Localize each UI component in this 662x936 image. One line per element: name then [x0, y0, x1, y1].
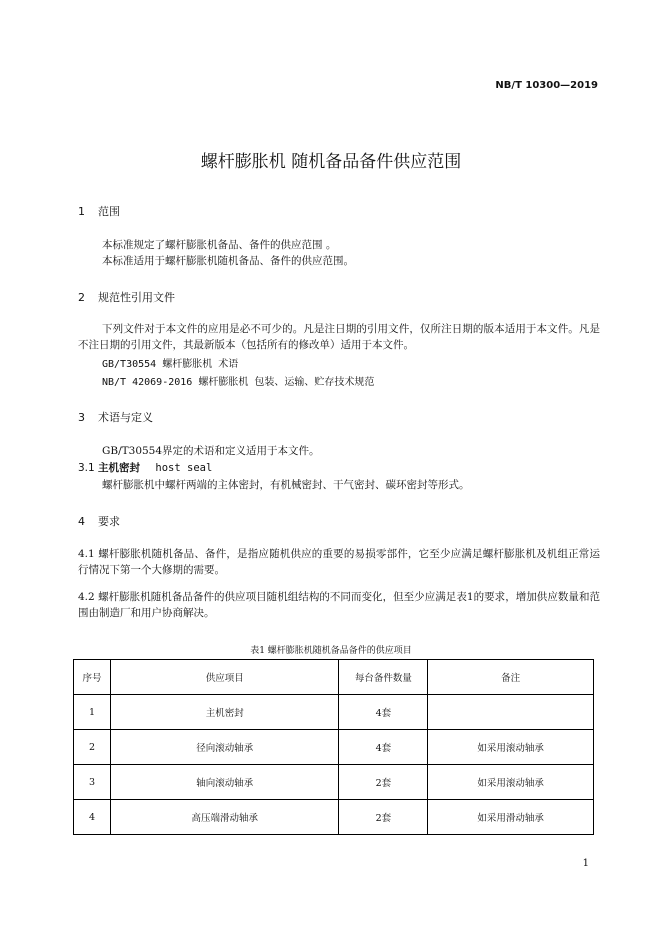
section-number: 3: [78, 411, 85, 424]
term-number: 3.1: [78, 462, 95, 474]
table-cell: 如采用滚动轴承: [428, 765, 594, 800]
header-cell: 每台备件数量: [339, 660, 428, 695]
table-caption: 表1 螺杆膨胀机随机备品备件的供应项目: [250, 646, 412, 656]
table-cell: 主机密封: [110, 695, 339, 730]
section-number: 1: [78, 205, 85, 218]
section-title: 规范性引用文件: [98, 291, 175, 304]
table-cell: [428, 695, 594, 730]
table-cell: 高压端滑动轴承: [110, 800, 339, 835]
table-row: [74, 765, 594, 800]
standard-number: NB/T 10300—2019: [495, 80, 598, 91]
table-cell: 2套: [339, 800, 428, 835]
term-english: host seal: [155, 462, 213, 474]
section-title: 术语与定义: [98, 411, 153, 424]
page-number: 1: [582, 858, 589, 869]
table-cell: 4套: [339, 695, 428, 730]
section-2-heading: [78, 289, 175, 305]
table-cell: 1: [74, 695, 111, 730]
table-row: [74, 730, 594, 765]
table-cell: 4: [74, 800, 111, 835]
reference-1: GB/T30554 螺杆膨胀机 术语: [102, 359, 239, 370]
table-cell: 如采用滑动轴承: [428, 800, 594, 835]
section-1-paragraph-2: 本标准适用于螺杆膨胀机随机备品、备件的供应范围。: [102, 255, 354, 267]
section-number: 2: [78, 291, 85, 304]
section-number: 4: [78, 515, 85, 528]
section-title: 要求: [98, 515, 120, 528]
table-cell: 2: [74, 730, 111, 765]
term-chinese: 主机密封: [98, 462, 141, 474]
table-cell: 2套: [339, 765, 428, 800]
table-cell: 如采用滚动轴承: [428, 730, 594, 765]
section-1-heading: [78, 203, 120, 219]
table-cell: 轴向滚动轴承: [110, 765, 339, 800]
table-row: [74, 695, 594, 730]
table-header-row: [74, 660, 594, 695]
term-definition: 螺杆膨胀机中螺杆两端的主体密封，有机械密封、干气密封、碳环密封等形式。: [102, 479, 470, 491]
section-4-1-paragraph: 4.1 螺杆膨胀机随机备品、备件，是指应随机供应的重要的易损零部件，它至少应满足螺杆膨胀机及机组正常运行情况下第一个大修期的需要。: [78, 548, 600, 576]
document-title: 螺杆膨胀机 随机备品备件供应范围: [200, 152, 462, 172]
term-3-1: [78, 460, 212, 475]
table-cell: 4套: [339, 730, 428, 765]
header-cell: 序号: [74, 660, 111, 695]
section-title: 范围: [98, 205, 120, 218]
section-1-paragraph-1: 本标准规定了螺杆膨胀机备品、备件的供应范围 。: [102, 239, 337, 251]
table-row: [74, 800, 594, 835]
table-cell: 3: [74, 765, 111, 800]
table-cell: 径向滚动轴承: [110, 730, 339, 765]
spare-parts-table: [73, 659, 594, 835]
header-cell: 供应项目: [110, 660, 339, 695]
section-3-paragraph: GB/T30554界定的术语和定义适用于本文件。: [102, 445, 320, 457]
section-4-heading: [78, 513, 120, 529]
reference-2: NB/T 42069-2016 螺杆膨胀机 包装、运输、贮存技术规范: [102, 377, 375, 388]
section-3-heading: [78, 409, 153, 425]
section-4-2-paragraph: 4.2 螺杆膨胀机随机备品备件的供应项目随机组结构的不同而变化，但至少应满足表1的要求，增加供应数量和范围由制造厂和用户协商解决。: [78, 591, 600, 619]
section-2-paragraph: 下列文件对于本文件的应用是必不可少的。凡是注日期的引用文件，仅所注日期的版本适用于本文件。凡是不注日期的引用文件，其最新版本（包括所有的修改单）适用于本文件。: [78, 323, 600, 351]
header-cell: 备注: [428, 660, 594, 695]
